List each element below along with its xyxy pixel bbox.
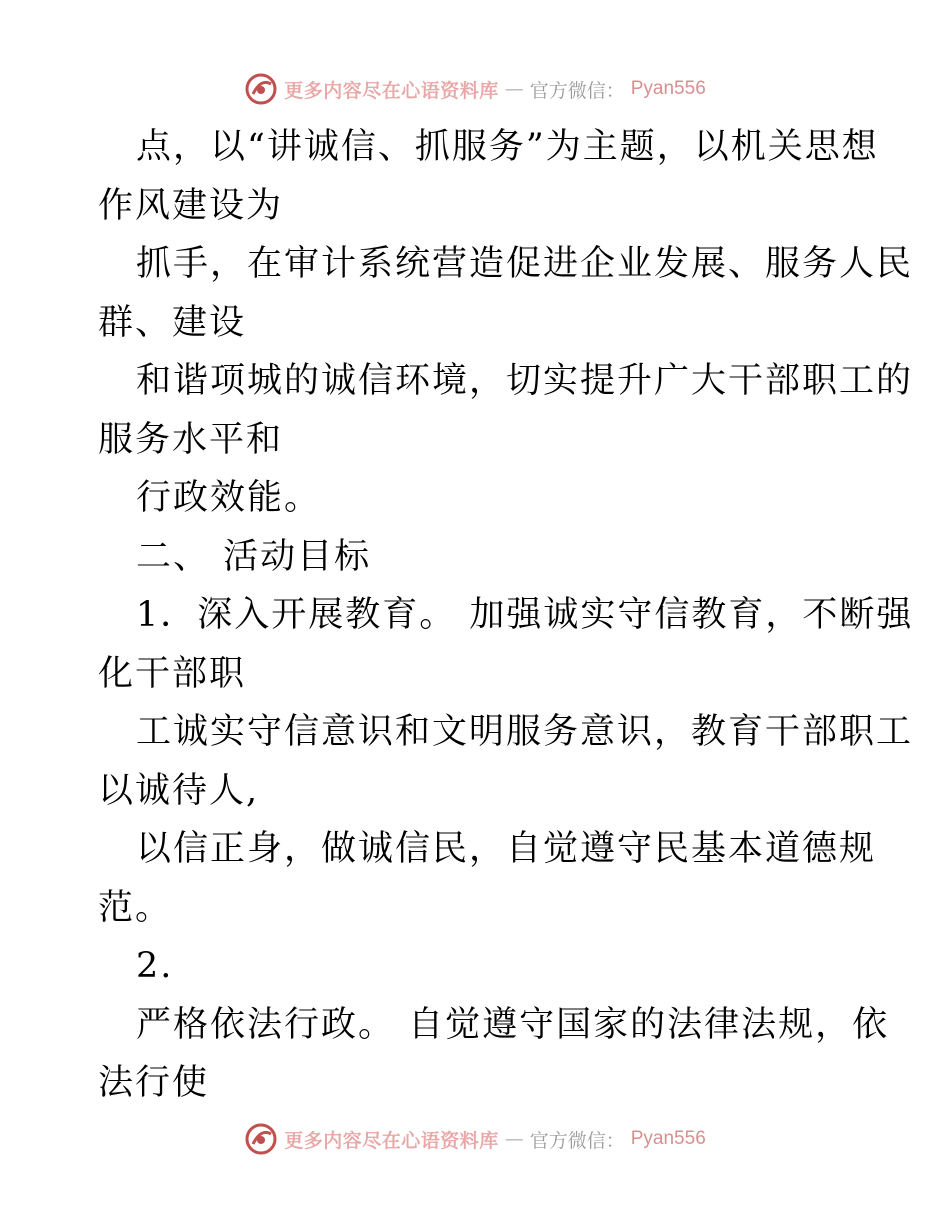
watermark-separator: —	[504, 1128, 524, 1150]
text-line: 工诚实守信意识和文明服务意识，教育干部职工	[136, 712, 914, 752]
text-line: 行政效能。	[136, 478, 322, 518]
logo-icon	[244, 72, 278, 106]
text-line: 和谐项城的诚信环境，切实提升广大干部职工的	[136, 361, 914, 401]
text-line: 抓手，在审计系统营造促进企业发展、服务人民	[136, 244, 914, 284]
text-line: 以诚待人,	[98, 770, 260, 811]
text-line: 点，以“讲诚信、抓服务”为主题，以机关思想	[136, 127, 879, 167]
text-line: 范。	[98, 887, 173, 928]
text-line: 法行使	[98, 1063, 210, 1103]
watermark-text: 更多内容尽在心语资料库	[284, 79, 499, 102]
watermark-account-label: 官方微信：	[529, 79, 625, 102]
text-line: 严格依法行政。 自觉遵守国家的法律法规，依	[136, 1004, 890, 1045]
text-line: 服务水平和	[98, 419, 284, 460]
text-line: 化干部职	[98, 653, 247, 694]
logo-icon	[244, 1122, 278, 1156]
text-line: 作风建设为	[98, 185, 284, 226]
text-line: 1．深入开展教育。 加强诚实守信教育，不断强	[136, 595, 914, 635]
watermark-handle: Pyan556	[630, 1128, 706, 1149]
section-heading: 二、 活动目标	[136, 536, 372, 577]
footer-watermark	[0, 1122, 950, 1156]
text-line: 群、建设	[98, 302, 247, 343]
watermark-account-label: 官方微信：	[529, 1129, 625, 1152]
document-body	[98, 118, 914, 1113]
watermark-text: 更多内容尽在心语资料库	[284, 1129, 499, 1152]
watermark-separator: —	[504, 78, 524, 100]
text-line: 以信正身，做诚信民，自觉遵守民基本道德规	[136, 829, 877, 869]
watermark-handle: Pyan556	[630, 78, 706, 99]
header-watermark	[0, 72, 950, 106]
item-number: 2.	[136, 946, 174, 986]
